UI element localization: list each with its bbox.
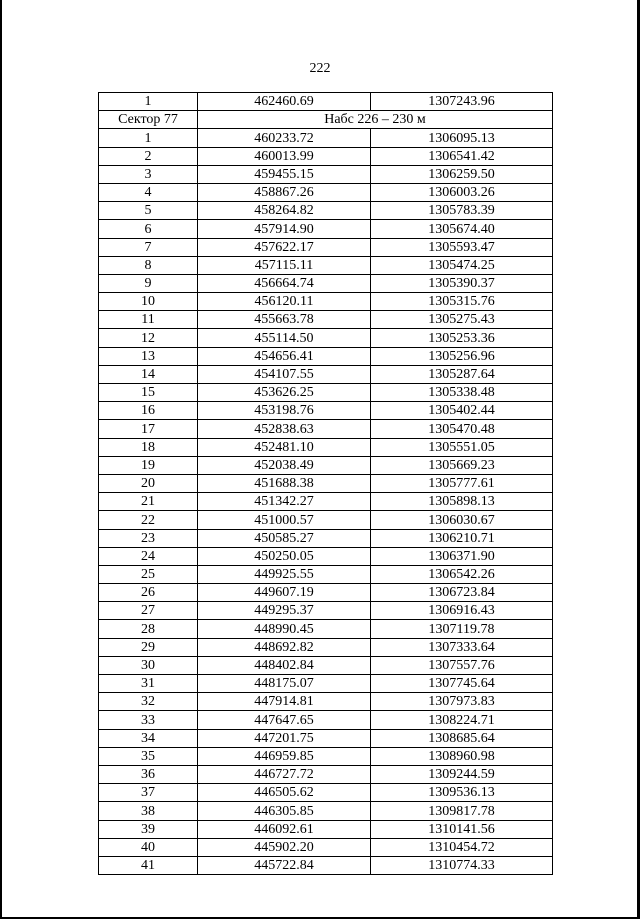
table-row <box>99 529 553 547</box>
table-row <box>99 474 553 492</box>
point-number-cell: 26 <box>99 584 198 602</box>
table-row <box>99 838 553 856</box>
table-row <box>99 293 553 311</box>
y-coordinate-cell: 1307557.76 <box>371 656 553 674</box>
table-row <box>99 438 553 456</box>
point-number-cell: 38 <box>99 802 198 820</box>
point-number-cell: 24 <box>99 547 198 565</box>
y-coordinate-cell: 1305287.64 <box>371 365 553 383</box>
section-header-row <box>99 111 553 129</box>
y-coordinate-cell: 1305474.25 <box>371 256 553 274</box>
x-coordinate-cell: 447201.75 <box>198 729 371 747</box>
x-coordinate-cell: 446305.85 <box>198 802 371 820</box>
point-number-cell: 7 <box>99 238 198 256</box>
point-number-cell: 33 <box>99 711 198 729</box>
point-number-cell: 21 <box>99 493 198 511</box>
y-coordinate-cell: 1306542.26 <box>371 565 553 583</box>
x-coordinate-cell: 451000.57 <box>198 511 371 529</box>
x-coordinate-cell: 456664.74 <box>198 274 371 292</box>
point-number-cell: 22 <box>99 511 198 529</box>
y-coordinate-cell: 1305402.44 <box>371 402 553 420</box>
y-coordinate-cell: 1306371.90 <box>371 547 553 565</box>
table-row <box>99 256 553 274</box>
y-coordinate-cell: 1306541.42 <box>371 147 553 165</box>
point-number-cell: 41 <box>99 856 198 874</box>
table-row <box>99 365 553 383</box>
point-number-cell: 34 <box>99 729 198 747</box>
table-row <box>99 620 553 638</box>
x-coordinate-cell: 460013.99 <box>198 147 371 165</box>
point-number-cell: 9 <box>99 274 198 292</box>
y-coordinate-cell: 1308685.64 <box>371 729 553 747</box>
table-row <box>99 274 553 292</box>
table-row <box>99 602 553 620</box>
x-coordinate-cell: 450585.27 <box>198 529 371 547</box>
table-row <box>99 820 553 838</box>
y-coordinate-cell: 1310454.72 <box>371 838 553 856</box>
point-number-cell: 23 <box>99 529 198 547</box>
x-coordinate-cell: 451688.38 <box>198 474 371 492</box>
table-row-first <box>99 93 553 111</box>
point-number-cell: 12 <box>99 329 198 347</box>
x-coordinate-cell: 460233.72 <box>198 129 371 147</box>
x-coordinate-cell: 448402.84 <box>198 656 371 674</box>
point-number-cell: 39 <box>99 820 198 838</box>
x-coordinate-cell: 453626.25 <box>198 384 371 402</box>
y-coordinate-cell: 1307333.64 <box>371 638 553 656</box>
y-coordinate-cell: 1307243.96 <box>371 93 553 111</box>
coordinates-table-body <box>99 93 553 875</box>
point-number-cell: 19 <box>99 456 198 474</box>
y-coordinate-cell: 1305551.05 <box>371 438 553 456</box>
point-number-cell: 35 <box>99 747 198 765</box>
sector-label-cell: Сектор 77 <box>99 111 198 129</box>
point-number-cell: 2 <box>99 147 198 165</box>
x-coordinate-cell: 454656.41 <box>198 347 371 365</box>
x-coordinate-cell: 449295.37 <box>198 602 371 620</box>
y-coordinate-cell: 1305315.76 <box>371 293 553 311</box>
table-row <box>99 347 553 365</box>
point-number-cell: 8 <box>99 256 198 274</box>
table-row <box>99 420 553 438</box>
point-number-cell: 36 <box>99 765 198 783</box>
y-coordinate-cell: 1305898.13 <box>371 493 553 511</box>
x-coordinate-cell: 459455.15 <box>198 165 371 183</box>
table-row <box>99 311 553 329</box>
table-row <box>99 547 553 565</box>
y-coordinate-cell: 1308960.98 <box>371 747 553 765</box>
page-edge-left <box>0 0 2 919</box>
x-coordinate-cell: 462460.69 <box>198 93 371 111</box>
point-number-cell: 27 <box>99 602 198 620</box>
x-coordinate-cell: 451342.27 <box>198 493 371 511</box>
point-number-cell: 15 <box>99 384 198 402</box>
y-coordinate-cell: 1306030.67 <box>371 511 553 529</box>
x-coordinate-cell: 446959.85 <box>198 747 371 765</box>
point-number-cell: 1 <box>99 93 198 111</box>
y-coordinate-cell: 1305253.36 <box>371 329 553 347</box>
table-row <box>99 693 553 711</box>
table-row <box>99 711 553 729</box>
x-coordinate-cell: 453198.76 <box>198 402 371 420</box>
table-row <box>99 493 553 511</box>
table-row <box>99 129 553 147</box>
point-number-cell: 18 <box>99 438 198 456</box>
table-row <box>99 729 553 747</box>
point-number-cell: 17 <box>99 420 198 438</box>
coordinates-table <box>98 92 553 875</box>
y-coordinate-cell: 1306210.71 <box>371 529 553 547</box>
table-row <box>99 765 553 783</box>
table-row <box>99 856 553 874</box>
y-coordinate-cell: 1305338.48 <box>371 384 553 402</box>
point-number-cell: 10 <box>99 293 198 311</box>
x-coordinate-cell: 452481.10 <box>198 438 371 456</box>
y-coordinate-cell: 1306259.50 <box>371 165 553 183</box>
y-coordinate-cell: 1306003.26 <box>371 183 553 201</box>
y-coordinate-cell: 1310141.56 <box>371 820 553 838</box>
point-number-cell: 6 <box>99 220 198 238</box>
y-coordinate-cell: 1306095.13 <box>371 129 553 147</box>
point-number-cell: 29 <box>99 638 198 656</box>
x-coordinate-cell: 445902.20 <box>198 838 371 856</box>
point-number-cell: 40 <box>99 838 198 856</box>
point-number-cell: 3 <box>99 165 198 183</box>
point-number-cell: 11 <box>99 311 198 329</box>
x-coordinate-cell: 454107.55 <box>198 365 371 383</box>
table-row <box>99 165 553 183</box>
y-coordinate-cell: 1305674.40 <box>371 220 553 238</box>
table-row <box>99 202 553 220</box>
x-coordinate-cell: 448692.82 <box>198 638 371 656</box>
y-coordinate-cell: 1305470.48 <box>371 420 553 438</box>
point-number-cell: 28 <box>99 620 198 638</box>
y-coordinate-cell: 1306916.43 <box>371 602 553 620</box>
x-coordinate-cell: 450250.05 <box>198 547 371 565</box>
x-coordinate-cell: 455114.50 <box>198 329 371 347</box>
table-row <box>99 656 553 674</box>
x-coordinate-cell: 447647.65 <box>198 711 371 729</box>
x-coordinate-cell: 446727.72 <box>198 765 371 783</box>
x-coordinate-cell: 457115.11 <box>198 256 371 274</box>
point-number-cell: 14 <box>99 365 198 383</box>
point-number-cell: 5 <box>99 202 198 220</box>
point-number-cell: 31 <box>99 675 198 693</box>
table-row <box>99 511 553 529</box>
y-coordinate-cell: 1305275.43 <box>371 311 553 329</box>
table-row <box>99 147 553 165</box>
x-coordinate-cell: 449607.19 <box>198 584 371 602</box>
point-number-cell: 4 <box>99 183 198 201</box>
y-coordinate-cell: 1305669.23 <box>371 456 553 474</box>
y-coordinate-cell: 1305593.47 <box>371 238 553 256</box>
x-coordinate-cell: 448990.45 <box>198 620 371 638</box>
y-coordinate-cell: 1310774.33 <box>371 856 553 874</box>
point-number-cell: 37 <box>99 784 198 802</box>
x-coordinate-cell: 458867.26 <box>198 183 371 201</box>
table-row <box>99 384 553 402</box>
table-row <box>99 784 553 802</box>
table-row <box>99 675 553 693</box>
table-row <box>99 802 553 820</box>
x-coordinate-cell: 457622.17 <box>198 238 371 256</box>
y-coordinate-cell: 1309817.78 <box>371 802 553 820</box>
x-coordinate-cell: 448175.07 <box>198 675 371 693</box>
x-coordinate-cell: 445722.84 <box>198 856 371 874</box>
point-number-cell: 13 <box>99 347 198 365</box>
point-number-cell: 1 <box>99 129 198 147</box>
x-coordinate-cell: 455663.78 <box>198 311 371 329</box>
point-number-cell: 20 <box>99 474 198 492</box>
x-coordinate-cell: 458264.82 <box>198 202 371 220</box>
y-coordinate-cell: 1306723.84 <box>371 584 553 602</box>
y-coordinate-cell: 1307119.78 <box>371 620 553 638</box>
x-coordinate-cell: 452838.63 <box>198 420 371 438</box>
x-coordinate-cell: 456120.11 <box>198 293 371 311</box>
table-row <box>99 329 553 347</box>
table-row <box>99 584 553 602</box>
x-coordinate-cell: 447914.81 <box>198 693 371 711</box>
table-row <box>99 565 553 583</box>
y-coordinate-cell: 1308224.71 <box>371 711 553 729</box>
table-row <box>99 638 553 656</box>
x-coordinate-cell: 446505.62 <box>198 784 371 802</box>
page-number: 222 <box>309 61 331 76</box>
table-row <box>99 220 553 238</box>
point-number-cell: 30 <box>99 656 198 674</box>
x-coordinate-cell: 446092.61 <box>198 820 371 838</box>
x-coordinate-cell: 457914.90 <box>198 220 371 238</box>
depth-heading-cell: Набс 226 – 230 м <box>198 111 553 129</box>
table-row <box>99 183 553 201</box>
table-row <box>99 402 553 420</box>
y-coordinate-cell: 1305390.37 <box>371 274 553 292</box>
y-coordinate-cell: 1305783.39 <box>371 202 553 220</box>
point-number-cell: 16 <box>99 402 198 420</box>
y-coordinate-cell: 1305256.96 <box>371 347 553 365</box>
y-coordinate-cell: 1305777.61 <box>371 474 553 492</box>
table-row <box>99 238 553 256</box>
x-coordinate-cell: 452038.49 <box>198 456 371 474</box>
y-coordinate-cell: 1309244.59 <box>371 765 553 783</box>
x-coordinate-cell: 449925.55 <box>198 565 371 583</box>
point-number-cell: 25 <box>99 565 198 583</box>
table-row <box>99 456 553 474</box>
table-row <box>99 747 553 765</box>
y-coordinate-cell: 1309536.13 <box>371 784 553 802</box>
y-coordinate-cell: 1307973.83 <box>371 693 553 711</box>
y-coordinate-cell: 1307745.64 <box>371 675 553 693</box>
point-number-cell: 32 <box>99 693 198 711</box>
